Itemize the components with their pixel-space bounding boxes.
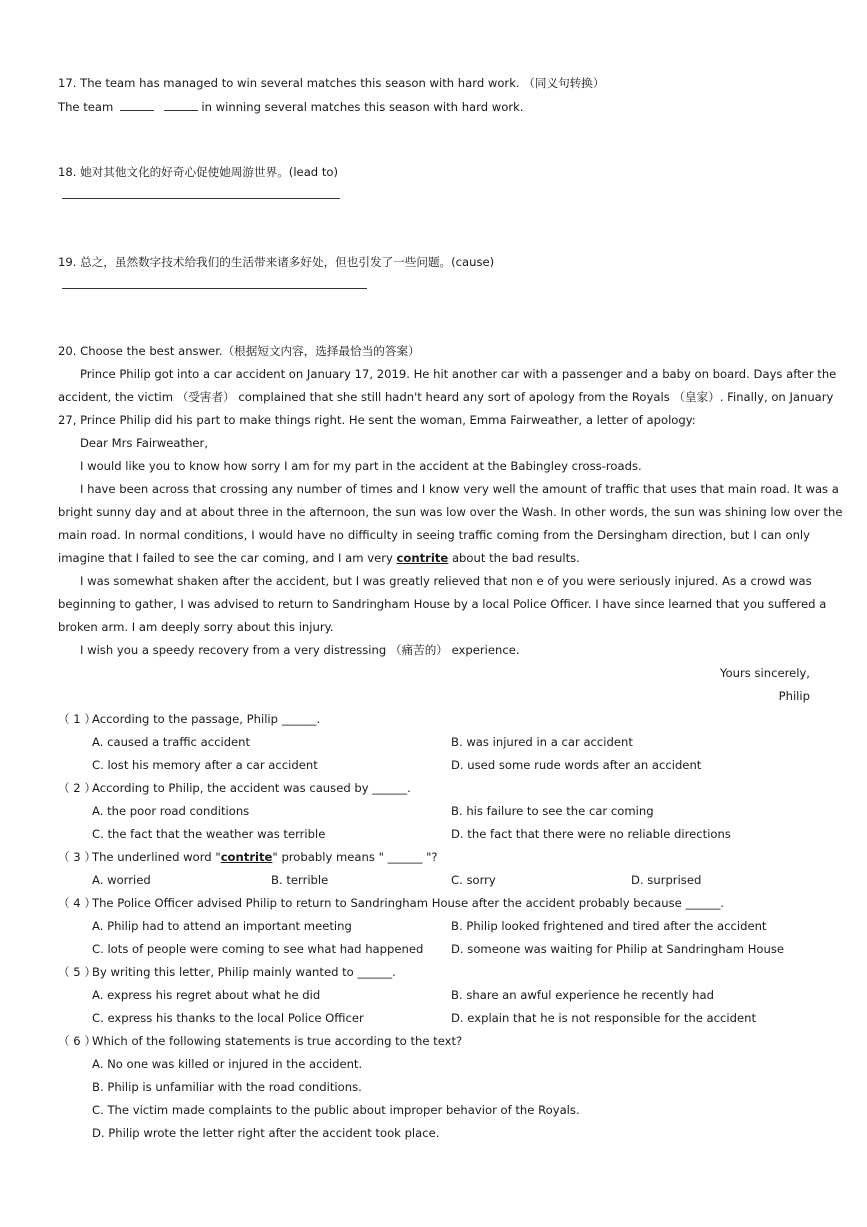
passage-line: bright sunny day and at about three in the afternoon, the sun was low over the Wash. In other words, the sun was shining low over the bbox=[58, 505, 843, 519]
question-text: By writing this letter, Philip mainly wanted to ______. bbox=[92, 965, 396, 979]
question-number: （ 3 ） bbox=[58, 850, 96, 864]
question-stem bbox=[58, 850, 438, 864]
passage-line bbox=[58, 551, 580, 565]
option-d[interactable]: D. surprised bbox=[631, 873, 702, 887]
option-c[interactable]: C. The victim made complaints to the public about improper behavior of the Royals. bbox=[92, 1103, 580, 1117]
question-text: The Police Officer advised Philip to return to Sandringham House after the accident probably because ______. bbox=[92, 896, 724, 910]
question-stem bbox=[58, 781, 411, 795]
passage-line: I was somewhat shaken after the accident, but I was greatly relieved that non e of you were seriously injured. As a crowd was bbox=[80, 574, 812, 588]
option-c[interactable]: C. lots of people were coming to see what had happened bbox=[92, 942, 424, 956]
option-b[interactable]: B. Philip is unfamiliar with the road conditions. bbox=[92, 1080, 362, 1094]
q17-answer-end: in winning several matches this season with hard work. bbox=[201, 100, 524, 114]
question-number: （ 5 ） bbox=[58, 965, 96, 979]
underlined-word-contrite: contrite bbox=[396, 551, 449, 565]
option-c[interactable]: C. express his thanks to the local Police Officer bbox=[92, 1011, 364, 1025]
option-b[interactable]: B. share an awful experience he recently had bbox=[451, 988, 714, 1002]
option-b[interactable]: B. terrible bbox=[271, 873, 329, 887]
option-b[interactable]: B. his failure to see the car coming bbox=[451, 804, 654, 818]
q20-heading: 20. Choose the best answer.（根据短文内容，选择最恰当的答案） bbox=[58, 344, 420, 358]
q18-prompt: 18. 她对其他文化的好奇心促使她周游世界。(lead to) bbox=[58, 165, 339, 179]
option-a[interactable]: A. express his regret about what he did bbox=[92, 988, 321, 1002]
question-number: （ 4 ） bbox=[58, 896, 96, 910]
q17-answer-start: The team bbox=[58, 100, 114, 114]
option-d[interactable]: D. Philip wrote the letter right after the accident took place. bbox=[92, 1126, 440, 1140]
passage-line: beginning to gather, I was advised to return to Sandringham House by a local Police Officer. I have since learned that you suffered a bbox=[58, 597, 827, 611]
q19-prompt: 19. 总之，虽然数字技术给我们的生活带来诸多好处，但也引发了一些问题。(cause) bbox=[58, 255, 495, 269]
option-c[interactable]: C. lost his memory after a car accident bbox=[92, 758, 318, 772]
passage-line: main road. In normal conditions, I would have no difficulty in seeing traffic coming from the Dersingham direction, but I can only bbox=[58, 528, 810, 542]
letter-salutation: Dear Mrs Fairweather, bbox=[80, 436, 209, 450]
question-stem bbox=[58, 1034, 462, 1048]
question-text: According to Philip, the accident was caused by ______. bbox=[92, 781, 411, 795]
option-d[interactable]: D. used some rude words after an accident bbox=[451, 758, 702, 772]
option-b[interactable]: B. was injured in a car accident bbox=[451, 735, 633, 749]
passage-line: Prince Philip got into a car accident on January 17, 2019. He hit another car with a passenger and a baby on board. Days after the bbox=[80, 367, 837, 381]
question-number: （ 6 ） bbox=[58, 1034, 96, 1048]
passage-text: imagine that I failed to see the car coming, and I am very bbox=[58, 551, 393, 565]
option-c[interactable]: C. sorry bbox=[451, 873, 496, 887]
q17-answer-line bbox=[58, 99, 524, 114]
option-c[interactable]: C. the fact that the weather was terrible bbox=[92, 827, 326, 841]
option-d[interactable]: D. someone was waiting for Philip at Sandringham House bbox=[451, 942, 785, 956]
option-d[interactable]: D. explain that he is not responsible for the accident bbox=[451, 1011, 756, 1025]
passage-line: I would like you to know how sorry I am for my part in the accident at the Babingley cross-roads. bbox=[80, 459, 642, 473]
option-a[interactable]: A. caused a traffic accident bbox=[92, 735, 251, 749]
question-text: The underlined word " bbox=[92, 850, 221, 864]
question-stem bbox=[58, 965, 396, 979]
q17-blank-2[interactable] bbox=[164, 99, 198, 111]
question-number: （ 2 ） bbox=[58, 781, 96, 795]
q19-answer-line[interactable] bbox=[62, 288, 367, 289]
q17-blank-1[interactable] bbox=[120, 99, 154, 111]
letter-closing: Yours sincerely, bbox=[719, 666, 810, 680]
letter-signature: Philip bbox=[778, 689, 810, 703]
question-text: According to the passage, Philip ______. bbox=[92, 712, 321, 726]
question-text: Which of the following statements is true according to the text? bbox=[92, 1034, 463, 1048]
passage-line: I have been across that crossing any number of times and I know very well the amount of traffic that uses that main road. It was a bbox=[80, 482, 839, 496]
question-stem bbox=[58, 896, 724, 910]
question-text: " probably means " ______ "? bbox=[272, 850, 438, 864]
option-a[interactable]: A. the poor road conditions bbox=[92, 804, 250, 818]
option-a[interactable]: A. Philip had to attend an important meeting bbox=[92, 919, 352, 933]
passage-line: broken arm. I am deeply sorry about this injury. bbox=[58, 620, 334, 634]
option-b[interactable]: B. Philip looked frightened and tired after the accident bbox=[451, 919, 767, 933]
q18-answer-line[interactable] bbox=[62, 198, 340, 199]
option-a[interactable]: A. No one was killed or injured in the accident. bbox=[92, 1057, 363, 1071]
question-number: （ 1 ） bbox=[58, 712, 96, 726]
q17-prompt: 17. The team has managed to win several matches this season with hard work. （同义句转换） bbox=[58, 76, 605, 90]
passage-line: accident, the victim （受害者） complained that she still hadn't heard any sort of apology from the Royals （皇家）. Finally, on January bbox=[58, 390, 834, 404]
underlined-word-contrite: contrite bbox=[220, 850, 273, 864]
option-d[interactable]: D. the fact that there were no reliable directions bbox=[451, 827, 731, 841]
question-stem bbox=[58, 712, 320, 726]
passage-line: I wish you a speedy recovery from a very distressing （痛苦的） experience. bbox=[80, 643, 520, 657]
passage-line: 27, Prince Philip did his part to make things right. He sent the woman, Emma Fairweather, a letter of apology: bbox=[58, 413, 696, 427]
option-a[interactable]: A. worried bbox=[92, 873, 151, 887]
passage-text: about the bad results. bbox=[451, 551, 580, 565]
